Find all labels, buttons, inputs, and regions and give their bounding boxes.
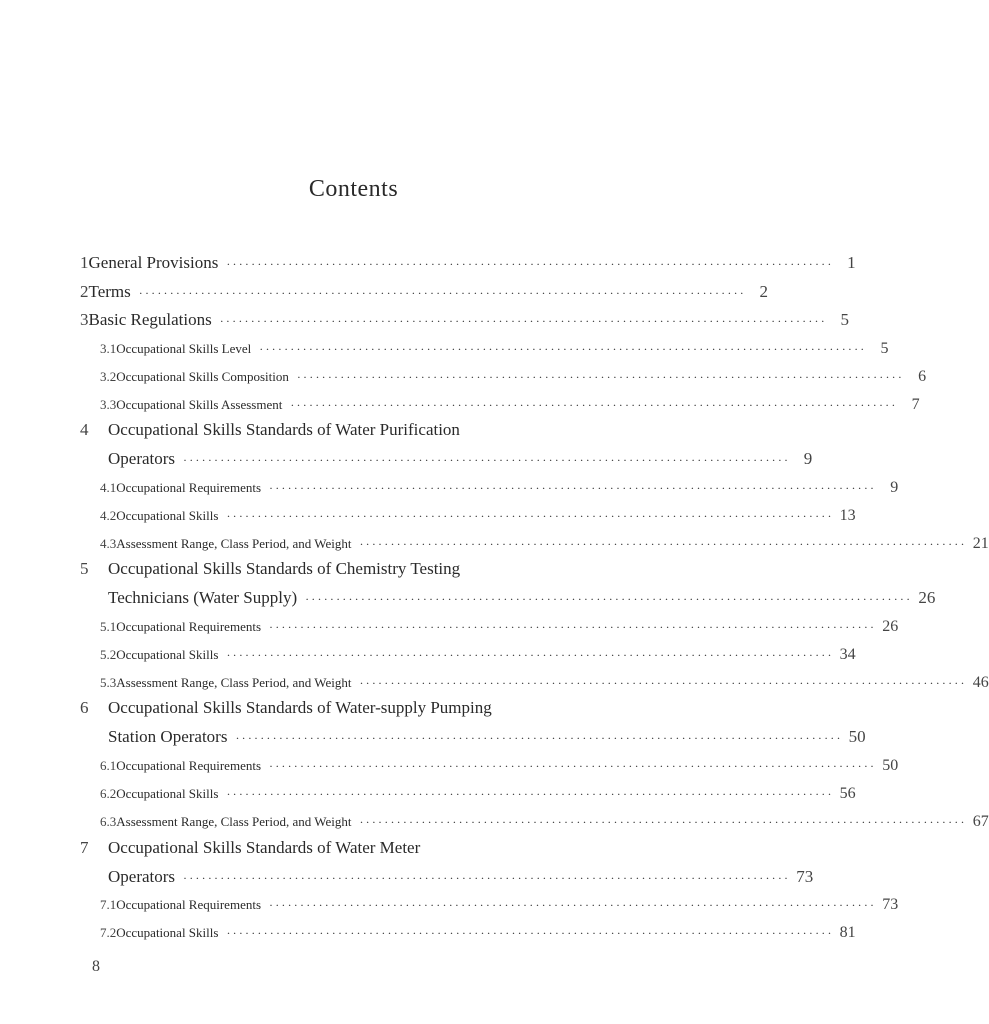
- entry-page-number: 34: [839, 646, 856, 663]
- entry-label: Occupational Requirements: [116, 897, 262, 912]
- dot-leader: ··································································································: [183, 871, 791, 885]
- entry-label: General Provisions: [88, 253, 219, 272]
- dot-leader: ··································································································: [226, 926, 834, 940]
- toc-entry-chapter-2[interactable]: [80, 282, 768, 302]
- entry-number: 6.3: [100, 814, 117, 829]
- dot-leader: ··································································································: [269, 481, 877, 495]
- toc-entry-chapter-7-heading[interactable]: [80, 838, 420, 858]
- entry-label: Occupational Requirements: [116, 480, 262, 495]
- entry-label: Occupational Skills: [116, 508, 219, 523]
- entry-label: Occupational Skills: [116, 786, 219, 801]
- entry-number: 7.1: [100, 897, 117, 912]
- toc-entry-section-4-2[interactable]: [100, 507, 856, 525]
- entry-page-number: 5: [840, 310, 849, 329]
- dot-leader: ··································································································: [183, 453, 791, 467]
- entry-label: Occupational Skills: [116, 647, 219, 662]
- entry-number: 7: [80, 838, 89, 857]
- entry-number: 3.1: [100, 341, 117, 356]
- entry-number: 3.3: [100, 397, 117, 412]
- dot-leader: ··································································································: [259, 342, 867, 356]
- entry-number: 4: [80, 420, 89, 439]
- entry-number: 4.3: [100, 536, 117, 551]
- toc-entry-chapter-5[interactable]: [108, 588, 936, 608]
- entry-number: 5.3: [100, 675, 117, 690]
- dot-leader: ··································································································: [359, 815, 967, 829]
- entry-label: Assessment Range, Class Period, and Weight: [116, 536, 352, 551]
- entry-number: 5.1: [100, 619, 117, 634]
- entry-page-number: 50: [882, 757, 899, 774]
- entry-label: Assessment Range, Class Period, and Weight: [116, 814, 352, 829]
- dot-leader: ··································································································: [219, 314, 827, 328]
- entry-page-number: 13: [839, 507, 856, 524]
- entry-page-number: 9: [803, 449, 813, 468]
- entry-page-number: 26: [918, 588, 936, 607]
- entry-page-number: 2: [759, 282, 768, 301]
- dot-leader: ··································································································: [269, 759, 877, 773]
- entry-page-number: 50: [848, 727, 866, 746]
- entry-page-number: 46: [972, 674, 989, 691]
- dot-leader: ··································································································: [226, 648, 834, 662]
- entry-page-number: 21: [972, 535, 989, 552]
- toc-entry-chapter-6[interactable]: [108, 727, 866, 747]
- entry-label: Occupational Skills Level: [116, 341, 252, 356]
- toc-entry-section-5-2[interactable]: [100, 646, 856, 664]
- entry-label: Occupational Skills Standards of Water Purification: [108, 420, 460, 439]
- dot-leader: ··································································································: [138, 286, 746, 300]
- toc-entry-chapter-4[interactable]: [108, 449, 813, 469]
- entry-page-number: 67: [972, 813, 989, 830]
- entry-number: 6.1: [100, 758, 117, 773]
- toc-entry-section-3-3[interactable]: [100, 396, 920, 414]
- entry-page-number: 56: [839, 785, 856, 802]
- entry-number: 5.2: [100, 647, 117, 662]
- entry-number: 3.2: [100, 369, 117, 384]
- entry-number: 7.2: [100, 925, 117, 940]
- page-title: Contents: [308, 176, 399, 202]
- entry-label: Assessment Range, Class Period, and Weight: [116, 675, 352, 690]
- entry-page-number: 7: [911, 396, 920, 413]
- entry-number: 6.2: [100, 786, 117, 801]
- entry-number: 1: [80, 253, 89, 272]
- entry-number: 4.1: [100, 480, 117, 495]
- entry-label: Occupational Skills Composition: [116, 369, 289, 384]
- toc-entry-section-4-3[interactable]: [100, 535, 989, 553]
- toc-entry-chapter-7[interactable]: [108, 867, 814, 887]
- toc-entry-section-4-1[interactable]: [100, 479, 899, 497]
- dot-leader: ··································································································: [226, 257, 834, 271]
- entry-number: 6: [80, 698, 89, 717]
- entry-label: Occupational Skills Assessment: [116, 397, 283, 412]
- toc-entry-section-7-1[interactable]: [100, 896, 899, 914]
- toc-entry-chapter-4-heading[interactable]: [80, 420, 460, 440]
- toc-entry-section-6-3[interactable]: [100, 813, 989, 831]
- entry-number: 5: [80, 559, 89, 578]
- entry-label-continued: Station Operators: [108, 727, 228, 746]
- entry-page-number: 9: [890, 479, 899, 496]
- entry-number: 3: [80, 310, 89, 329]
- toc-entry-chapter-1[interactable]: [80, 253, 856, 273]
- entry-page-number: 81: [839, 924, 856, 941]
- toc-entry-section-5-3[interactable]: [100, 674, 989, 692]
- dot-leader: ··································································································: [296, 370, 905, 384]
- dot-leader: ··································································································: [359, 676, 967, 690]
- entry-number: 2: [80, 282, 89, 301]
- entry-label: Terms: [88, 282, 131, 301]
- toc-entry-section-3-1[interactable]: [100, 340, 889, 358]
- toc-entry-chapter-3[interactable]: [80, 310, 849, 330]
- entry-label: Occupational Skills Standards of Water-supply Pumping: [108, 698, 492, 717]
- page-folio-number: 8: [92, 958, 100, 975]
- entry-page-number: 73: [796, 867, 814, 886]
- entry-label-continued: Operators: [108, 449, 176, 468]
- entry-number: 4.2: [100, 508, 117, 523]
- toc-entry-chapter-6-heading[interactable]: [80, 698, 492, 718]
- entry-page-number: 5: [880, 340, 889, 357]
- toc-entry-section-6-1[interactable]: [100, 757, 899, 775]
- dot-leader: ··································································································: [305, 592, 913, 606]
- toc-entry-section-6-2[interactable]: [100, 785, 856, 803]
- entry-label: Occupational Skills: [116, 925, 219, 940]
- entry-label: Occupational Requirements: [116, 758, 262, 773]
- toc-entry-section-3-2[interactable]: [100, 368, 927, 386]
- dot-leader: ··································································································: [235, 731, 843, 745]
- entry-label: Occupational Skills Standards of Water Meter: [108, 838, 421, 857]
- dot-leader: ··································································································: [269, 898, 877, 912]
- toc-entry-section-5-1[interactable]: [100, 618, 899, 636]
- entry-label: Basic Regulations: [88, 310, 212, 329]
- dot-leader: ··································································································: [226, 509, 834, 523]
- entry-page-number: 26: [882, 618, 899, 635]
- dot-leader: ··································································································: [359, 537, 967, 551]
- dot-leader: ··································································································: [226, 787, 834, 801]
- dot-leader: ··································································································: [290, 398, 898, 412]
- entry-page-number: 1: [847, 253, 856, 272]
- entry-label: Occupational Skills Standards of Chemistry Testing: [108, 559, 461, 578]
- dot-leader: ··································································································: [269, 620, 877, 634]
- entry-label-continued: Operators: [108, 867, 176, 886]
- toc-entry-section-7-2[interactable]: [100, 924, 856, 942]
- entry-page-number: 6: [918, 368, 927, 385]
- entry-page-number: 73: [882, 896, 899, 913]
- entry-label: Occupational Requirements: [116, 619, 262, 634]
- toc-entry-chapter-5-heading[interactable]: [80, 559, 460, 579]
- entry-label-continued: Technicians (Water Supply): [108, 588, 298, 607]
